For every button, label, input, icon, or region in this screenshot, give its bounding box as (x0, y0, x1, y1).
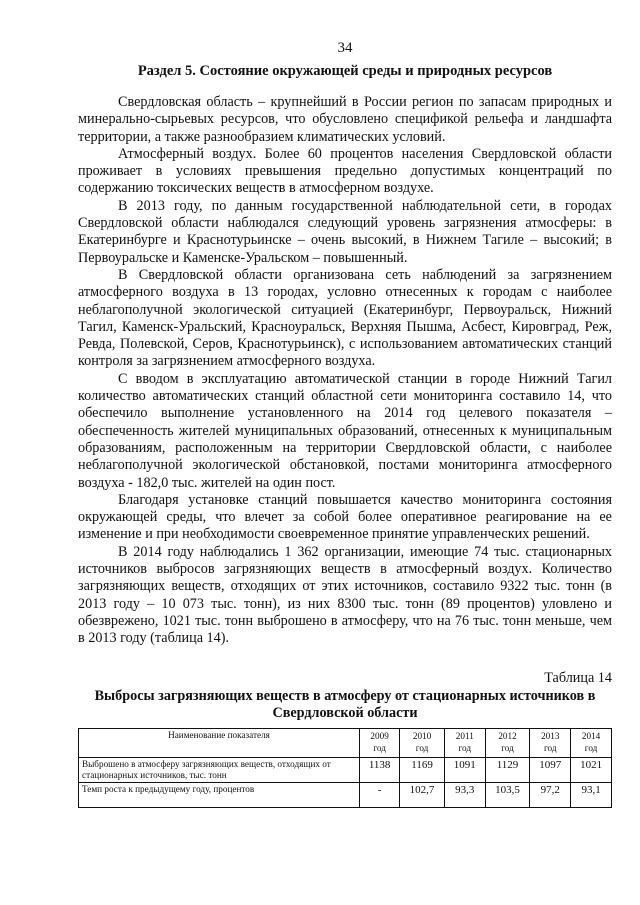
year-label: 2012 (498, 730, 517, 741)
row-label: Темп роста к предыдущему году, процентов (79, 782, 360, 807)
table-cell: 1091 (444, 757, 485, 782)
table-cell: - (360, 782, 400, 807)
year-suffix: год (373, 742, 386, 753)
table-cell: 1138 (360, 757, 400, 782)
table-cell: 1097 (530, 757, 571, 782)
table-cell: 102,7 (400, 782, 445, 807)
year-label: 2009 (370, 730, 389, 741)
paragraph: Свердловская область – крупнейший в России регион по запасам природных и минерально-сырьевых ресурсов, что обусловлено спецификой рельефа и ландшафта территории, а также разнообразием климатических условий. (78, 94, 612, 145)
document-page (78, 40, 612, 808)
table-row (79, 757, 612, 782)
table-cell: 1021 (571, 757, 612, 782)
table-header-row (79, 728, 612, 757)
table-title: Выбросы загрязняющих веществ в атмосферу от стационарных источников в Свердловской области (94, 687, 596, 721)
year-label: 2010 (412, 730, 432, 741)
body-text (78, 94, 612, 648)
paragraph: В Свердловской области организована сеть наблюдений за загрязнением атмосферного воздуха в 13 городах, условно отнесенных к городам с наиболее неблагополучной экологической ситуацией (Екатеринбург, Первоуральск, Нижний Тагил, Каменск-Уральский, Красноуральск, Верхняя Пышма, Асбест, Кировград, Реж, Ревда, Полевской, Серов, Краснотурьинск), с использованием автоматических станций контроля за загрязнением атмосферного воздуха. (78, 266, 612, 370)
table-cell: 93,1 (571, 782, 612, 807)
table-cell: 1169 (400, 757, 445, 782)
year-suffix: год (458, 742, 472, 753)
year-suffix: год (584, 742, 598, 753)
column-header-year (444, 728, 485, 757)
column-header-year (530, 728, 571, 757)
year-label: 2013 (541, 730, 560, 741)
column-header-year (400, 728, 445, 757)
table-cell: 1129 (485, 757, 530, 782)
paragraph: В 2014 году наблюдались 1 362 организации, имеющие 74 тыс. стационарных источников выбросов загрязняющих веществ в атмосферный воздух. Количество загрязняющих веществ, отходящих от этих источников, составило 9322 тыс. тонн (в 2013 году – 10 073 тыс. тонн), из них 8300 тыс. тонн (89 процентов) уловлено и обезврежено, 1021 тыс. тонн выброшено в атмосферу, что на 76 тыс. тонн меньше, чем в 2013 году (таблица 14). (78, 543, 612, 647)
table-cell: 93,3 (444, 782, 485, 807)
table-label: Таблица 14 (544, 669, 612, 686)
paragraph: С вводом в эксплуатацию автоматической станции в городе Нижний Тагил количество автоматических станций областной сети мониторинга составило 14, что обеспечило выполнение установленного на 2014 год целевого показателя – обеспеченность жителей муниципальных образований, отнесенных к муниципальным образованиям, расположенным на территории Свердловской области, с наиболее неблагополучной экологической обстановкой, постами мониторинга атмосферного воздуха - 182,0 тыс. жителей на один пост. (78, 370, 612, 491)
row-label: Выброшено в атмосферу загрязняющих веществ, отходящих от стационарных источников, тыс. тонн (79, 757, 360, 782)
column-header-year (360, 728, 400, 757)
section-title: Раздел 5. Состояние окружающей среды и природных ресурсов (137, 63, 553, 79)
paragraph: Атмосферный воздух. Более 60 процентов населения Свердловской области проживает в условиях превышения предельно допустимых концентраций по содержанию токсических веществ в атмосферном воздухе. (78, 145, 612, 197)
year-suffix: год (501, 742, 514, 753)
table-row (79, 782, 612, 807)
year-label: 2011 (455, 730, 474, 741)
column-header-year (485, 728, 530, 757)
page-number: 34 (337, 40, 353, 56)
column-header-year (571, 728, 612, 757)
paragraph: Благодаря установке станций повышается качество мониторинга состояния окружающей среды, что влечет за собой более оперативное реагирование на ее изменение и при необходимости своевременное принятие управленческих решений. (78, 491, 612, 543)
year-suffix: год (543, 742, 557, 753)
year-label: 2014 (581, 730, 601, 741)
table-cell: 97,2 (530, 782, 571, 807)
paragraph: В 2013 году, по данным государственной наблюдательной сети, в городах Свердловской области наблюдался следующий уровень загрязнения атмосферы: в Екатеринбурге и Краснотурьинске – очень высокий, в Нижнем Тагиле – высокий; в Первоуральске и Каменске-Уральском – повышенный. (78, 197, 612, 266)
table-cell: 103,5 (485, 782, 530, 807)
emissions-table (78, 728, 612, 808)
column-header-indicator: Наименование показателя (79, 728, 360, 757)
year-suffix: год (415, 742, 429, 753)
